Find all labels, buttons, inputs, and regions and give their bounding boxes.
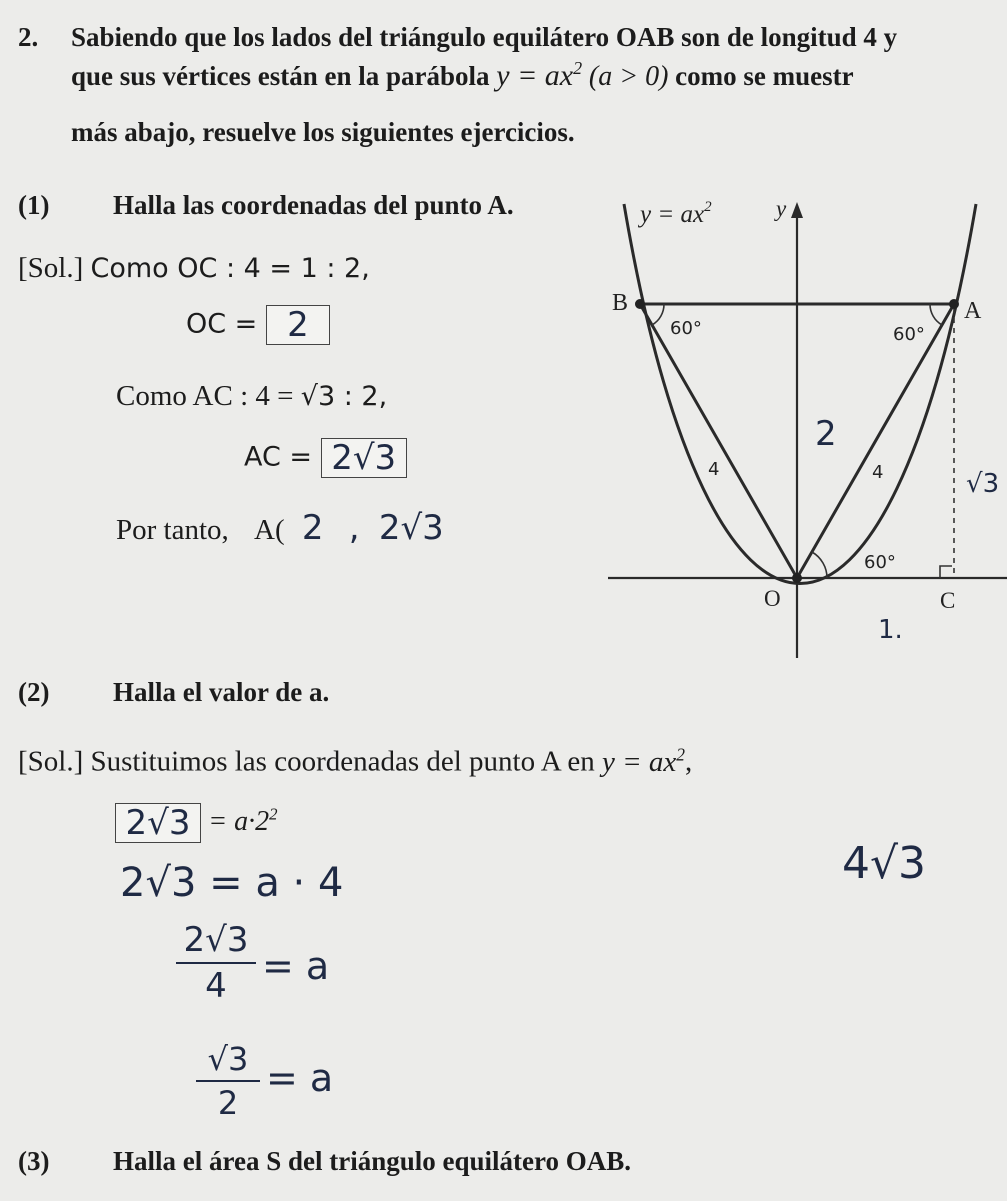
- handwritten-edge: √3: [966, 469, 1000, 499]
- ac-line: AC = 2√3: [244, 438, 407, 478]
- intro-line-2: que sus vértices están en la parábola $y = ax^2$ (a > 0) como se muestr: [71, 58, 854, 92]
- work-line-3-rest: = a: [266, 1056, 334, 1100]
- vertex-a: [949, 299, 959, 309]
- substitution-answer-box: 2√3: [115, 803, 201, 843]
- angle-label-a: 60°: [893, 324, 925, 345]
- angle-arc-o: [812, 552, 827, 578]
- intro-equation: $y = ax^2$: [496, 58, 583, 92]
- side-label-right: 4: [872, 462, 884, 483]
- oc-line: OC = 2: [186, 305, 330, 345]
- substitution-line: $2√3 = a\cdot 2^2$: [115, 803, 278, 843]
- part1-question: Halla las coordenadas del punto A.: [113, 190, 514, 220]
- problem-number: 2.: [18, 22, 39, 52]
- handwritten-2: 2: [815, 414, 837, 454]
- vertex-b: [635, 299, 645, 309]
- vertex-o: [792, 573, 802, 583]
- label-b: B: [612, 290, 629, 316]
- part1-label: (1): [18, 190, 50, 220]
- intro-line-1: Sabiendo que los lados del triángulo equilátero OAB son de longitud 4 y: [71, 22, 898, 52]
- label-c: C: [940, 588, 956, 613]
- y-axis-arrow: [791, 202, 803, 218]
- side-note: 4√3: [842, 838, 927, 889]
- handwritten-1: 1.: [878, 615, 903, 645]
- angle-arc-a: [930, 304, 942, 325]
- parabola-curve: [624, 204, 976, 584]
- curve-label: $y = ax^2$: [640, 199, 712, 228]
- part2-question: Halla el valor de a.: [113, 677, 330, 707]
- side-label-left: 4: [708, 459, 720, 480]
- angle-arc-b: [652, 304, 664, 325]
- ac-answer-box: 2√3: [321, 438, 407, 478]
- ac-ratio-line: Como AC : 4 = √3 : 2,: [116, 380, 388, 412]
- work-fraction-2: √3 2: [196, 1040, 260, 1122]
- parabola-figure: [590, 190, 1007, 665]
- part1-sol-line1: [Sol.] Como OC : 4 = 1 : 2,: [18, 252, 370, 284]
- angle-label-b: 60°: [670, 318, 702, 339]
- point-a-line: Por tanto, A( 2 , 2√3: [116, 508, 444, 548]
- work-line-2-rest: = a: [262, 944, 330, 988]
- y-axis-label: y: [776, 196, 787, 221]
- part2-equation: $y = ax^2$: [601, 744, 685, 778]
- part2-label: (2): [18, 677, 50, 707]
- oc-answer-box: 2: [266, 305, 330, 345]
- label-o: O: [764, 586, 781, 611]
- angle-label-o: 60°: [864, 552, 896, 573]
- part3-question: Halla el área S del triángulo equilátero OAB.: [113, 1146, 631, 1176]
- label-a: A: [964, 298, 982, 324]
- work-line-1: 2√3 = a · 4: [120, 860, 344, 906]
- intro-line-3: más abajo, resuelve los siguientes ejercicios.: [71, 117, 575, 147]
- part2-sol-line: [Sol.] Sustituimos las coordenadas del punto A en $y = ax^2$,: [18, 744, 693, 778]
- right-angle-mark: [940, 566, 952, 578]
- work-fraction-1: 2√3 4: [176, 920, 256, 1006]
- part3-label: (3): [18, 1146, 50, 1176]
